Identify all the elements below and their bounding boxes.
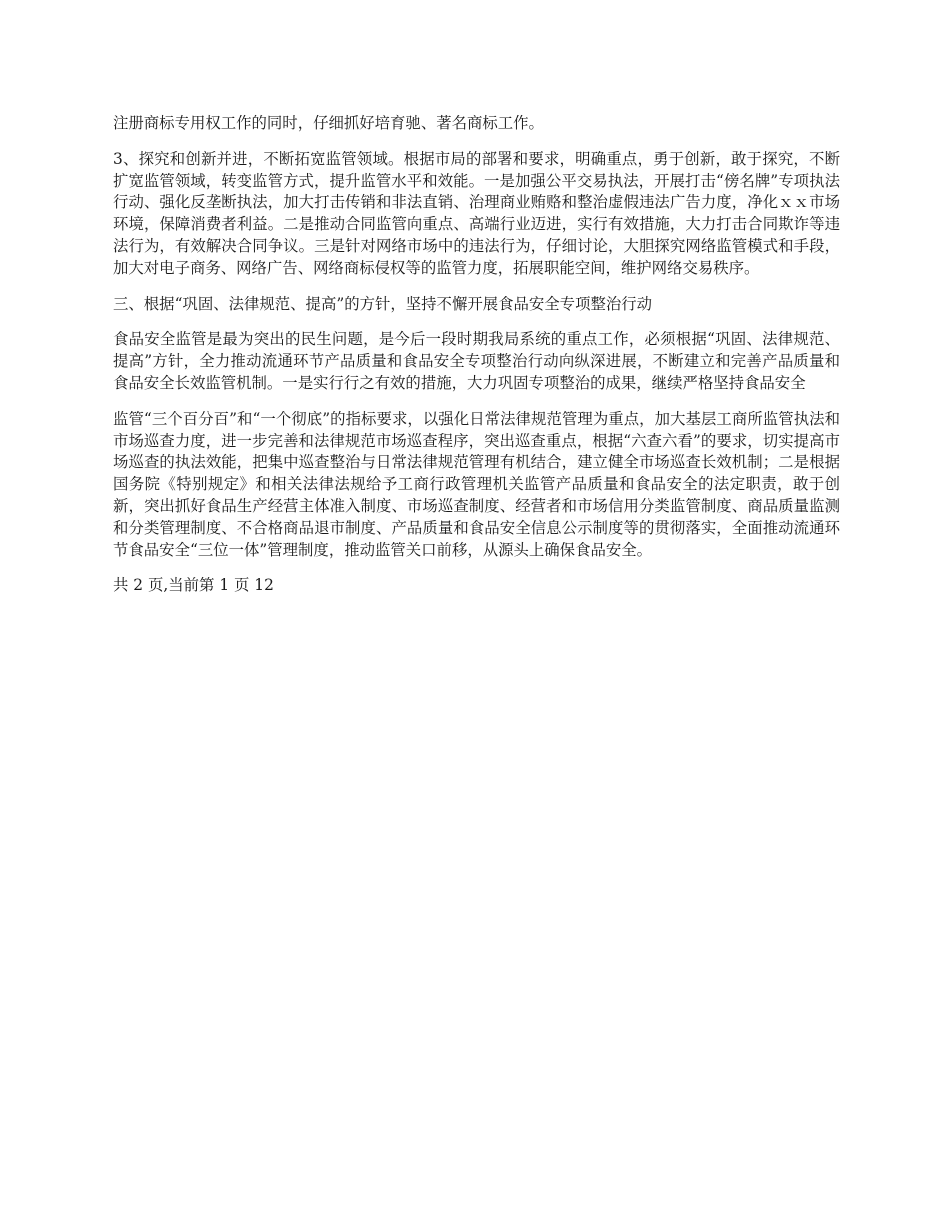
paragraph-supervision-requirements: 监管“三个百分百”和“一个彻底”的指标要求，以强化日常法律规范管理为重点，加大基层工商所监管执法和市场巡查力度，进一步完善和法律规范市场巡查程序，突出巡查重点，根据“六查六看”的要求，切实提高市场巡查的执法效能，把集中巡查整治与日常法律规范管理有机结合，建立健全市场巡查长效机制；二是根据国务院《特别规定》和相关法律法规给予工商行政管理机关监管产品质量和食品安全的法定职责，敢于创新，突出抓好食品生产经营主体准入制度、市场巡查制度、经营者和市场信用分类监管制度、商品质量监测和分类管理制度、不合格商品退市制度、产品质量和食品安全信息公示制度等的贯彻落实，全面推动流通环节食品安全“三位一体”管理制度，推动监管关口前移，从源头上确保食品安全。 xyxy=(113,409,840,559)
paragraph-food-safety-supervision: 食品安全监管是最为突出的民生问题，是今后一段时期我局系统的重点工作，必须根据“巩固、法律规范、提高”方针，全力推动流通环节产品质量和食品安全专项整治行动向纵深进展，不断建立和完善产品质量和食品安全长效监管机制。一是实行行之有效的措施，大力巩固专项整治的成果，继续严格坚持食品安全 xyxy=(113,330,840,392)
page-footer: 共 2 页,当前第 1 页 12 xyxy=(113,576,274,595)
section-heading-food-safety: 三、根据“巩固、法律规范、提高”的方针，坚持不懈开展食品安全专项整治行动 xyxy=(113,294,653,313)
document-body xyxy=(113,113,840,611)
paragraph-trademark-work: 注册商标专用权工作的同时，仔细抓好培育驰、著名商标工作。 xyxy=(113,114,544,132)
paragraph-explore-innovate: 3、探究和创新并进，不断拓宽监管领域。根据市局的部署和要求，明确重点，勇于创新，敢于探究，不断扩宽监管领域，转变监管方式，提升监管水平和效能。一是加强公平交易执法，开展打击“傍名牌”专项执法行动、强化反垄断执法，加大打击传销和非法直销、治理商业贿赂和整治虚假违法广告力度，净化ｘｘ市场环境，保障消费者利益。二是推动合同监管向重点、高端行业迈进，实行有效措施，大力打击合同欺诈等违法行为，有效解决合同争议。三是针对网络市场中的违法行为，仔细讨论，大胆探究网络监管模式和手段，加大对电子商务、网络广告、网络商标侵权等的监管力度，拓展职能空间，维护网络交易秩序。 xyxy=(113,149,840,277)
